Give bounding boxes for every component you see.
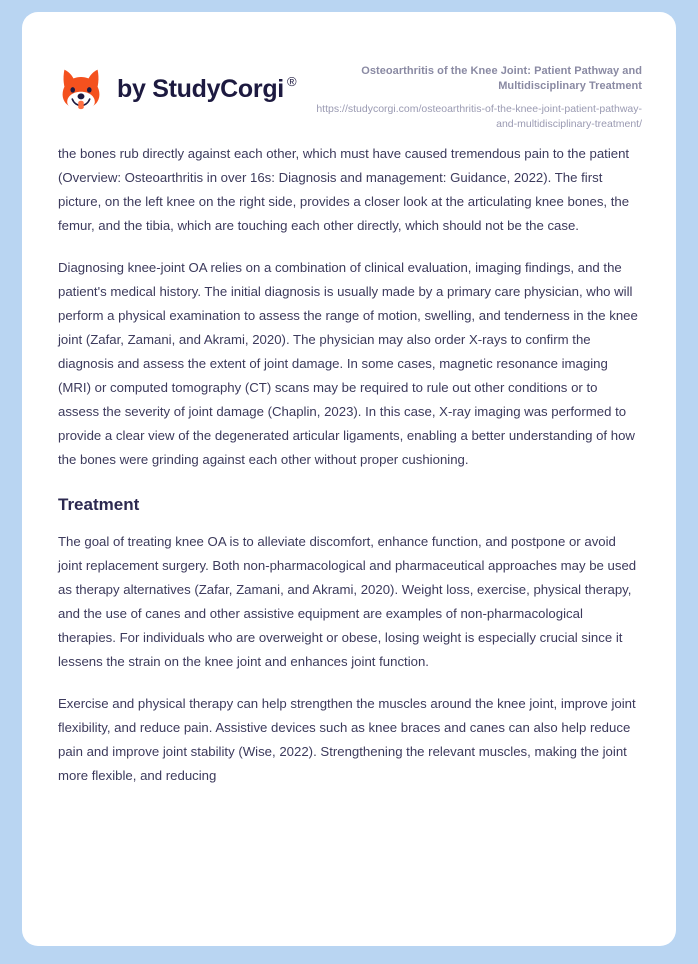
document-meta [302,60,642,132]
brand-name-text: by StudyCorgi [117,74,284,103]
body-paragraph: The goal of treating knee OA is to alleviate discomfort, enhance function, and postpone or avoid joint replacement surgery. Both non-pharmacological and pharmaceutical approaches may be used as therapy alternatives (Zafar, Zamani, and Akrami, 2020). Weight loss, exercise, physical therapy, and the use of canes and other assistive equipment are examples of non-pharmacological therapies. For individuals who are overweight or obese, losing weight is especially crucial since it lessens the strain on the knee joint and enhances joint function. [58,534,637,670]
document-title: Osteoarthritis of the Knee Joint: Patient Pathway and Multidisciplinary Treatment [361,65,642,93]
document-header [22,12,676,142]
document-body [22,142,676,788]
section-heading: Treatment [58,495,140,514]
document-source-url[interactable]: https://studycorgi.com/osteoarthritis-of-the-knee-joint-patient-pathway-and-multidisciplinary-treatment/ [316,103,642,131]
registered-trademark-icon: ® [286,73,297,89]
body-paragraph: the bones rub directly against each other, which must have caused tremendous pain to the patient (Overview: Osteoarthritis in over 16s: Diagnosis and management: Guidance, 2022). The first picture, on the left knee on the right side, provides a closer look at the articulating knee bones, the femur, and the tibia, which are touching each other directly, which should not be the case. [58,146,630,233]
body-paragraph: Exercise and physical therapy can help strengthen the muscles around the knee joint, improve joint flexibility, and reduce pain. Assistive devices such as knee braces and canes can also help reduce pain and improve joint stability (Wise, 2022). Strengthening the relevant muscles, making the joint more flexible, and reducing [58,696,636,784]
brand-wordmark [117,73,297,103]
body-paragraph: Diagnosing knee-joint OA relies on a combination of clinical evaluation, imaging findings, and the patient's medical history. The initial diagnosis is usually made by a primary care physician, who will perform a physical examination to assess the range of motion, swelling, and tenderness in the knee joint (Zafar, Zamani, and Akrami, 2020). The physician may also order X-rays to confirm the diagnosis and assess the extent of joint damage. In some cases, magnetic resonance imaging (MRI) or computed tomography (CT) scans may be required to rule out other conditions or to assess the severity of joint damage (Chaplin, 2023). In this case, X-ray imaging was performed to provide a clear view of the degenerated articular ligaments, enabling a better understanding of how the bones were grinding against each other without proper cushioning. [58,260,638,467]
brand-lockup [58,60,297,112]
document-page-card [22,12,676,946]
corgi-logo-icon [58,66,104,112]
